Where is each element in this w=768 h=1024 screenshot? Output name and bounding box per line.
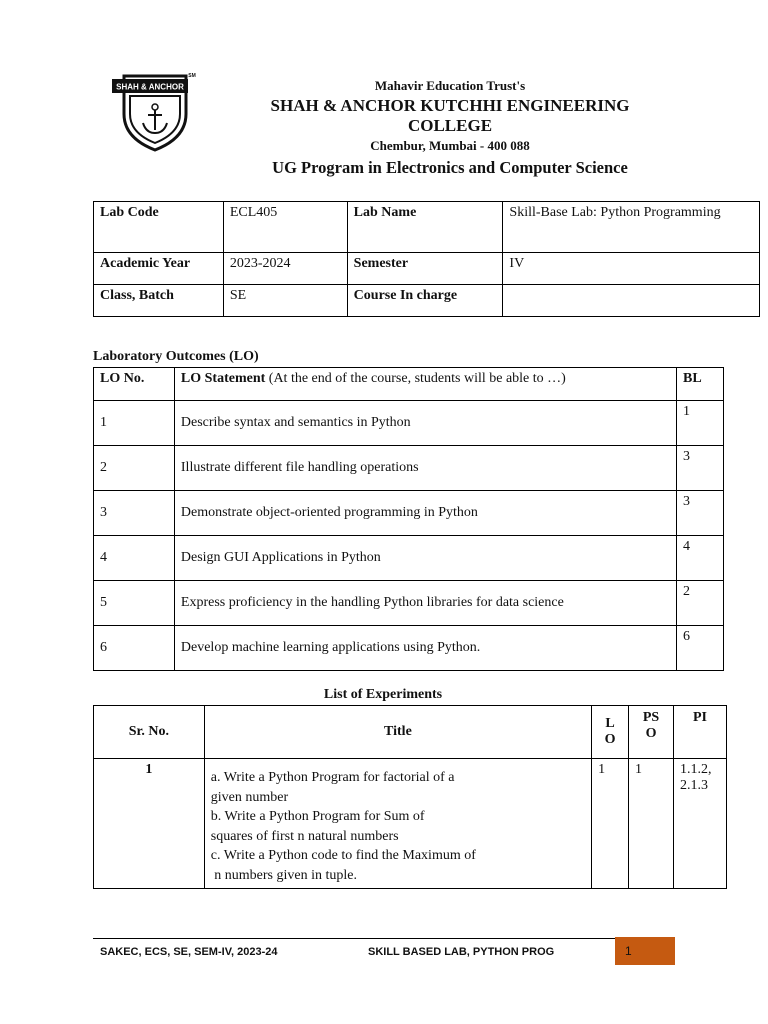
semester-label: Semester xyxy=(347,253,503,285)
college-address: Chembur, Mumbai - 400 088 xyxy=(370,138,530,153)
lo-header xyxy=(592,706,629,759)
academic-year-value: 2023-2024 xyxy=(223,253,347,285)
lo-number: 2 xyxy=(94,446,175,491)
course-incharge-value xyxy=(503,285,760,317)
table-row xyxy=(94,446,724,491)
lo-statement: Express proficiency in the handling Python libraries for data science xyxy=(174,581,676,626)
title-header: Title xyxy=(204,706,591,759)
lo-number: 3 xyxy=(94,491,175,536)
lo-statement: Demonstrate object-oriented programming in Python xyxy=(174,491,676,536)
lo-number: 4 xyxy=(94,536,175,581)
lab-name-label: Lab Name xyxy=(347,202,503,253)
table-row xyxy=(94,401,724,446)
program-title: UG Program in Electronics and Computer Science xyxy=(272,158,628,177)
table-row xyxy=(94,536,724,581)
lo-no-header: LO No. xyxy=(94,368,175,401)
class-batch-label: Class, Batch xyxy=(94,285,224,317)
experiment-title-line: n numbers given in tuple. xyxy=(210,867,357,883)
lo-bl: 1 xyxy=(677,401,724,446)
table-header-row xyxy=(94,706,727,759)
table-header-row xyxy=(94,368,724,401)
college-name: SHAH & ANCHOR KUTCHHI ENGINEERING COLLEGE xyxy=(270,96,630,135)
lo-number: 1 xyxy=(94,401,175,446)
lo-bl: 6 xyxy=(677,626,724,671)
lab-code-label: Lab Code xyxy=(94,202,224,253)
experiment-title-line: given number xyxy=(210,789,289,805)
experiment-title-line: b. Write a Python Program for Sum of xyxy=(210,809,425,824)
lab-code-value: ECL405 xyxy=(223,202,347,253)
lo-header-line2: O xyxy=(604,732,616,747)
pso-header-line1: PS xyxy=(642,710,660,725)
lo-statement: Illustrate different file handling operations xyxy=(174,446,676,491)
experiment-title-line: a. Write a Python Program for factorial of a xyxy=(210,770,455,785)
footer-divider xyxy=(93,938,615,939)
pso-header xyxy=(629,706,674,759)
experiment-srno: 1 xyxy=(94,759,205,889)
lo-bl: 2 xyxy=(677,581,724,626)
experiment-pi-line2: 2.1.3 xyxy=(680,778,708,793)
trust-name: Mahavir Education Trust's xyxy=(374,78,526,93)
class-batch-value: SE xyxy=(223,285,347,317)
lo-number: 6 xyxy=(94,626,175,671)
academic-year-label: Academic Year xyxy=(94,253,224,285)
table-row xyxy=(94,253,760,285)
experiments-table xyxy=(93,705,727,889)
lo-bl: 3 xyxy=(677,491,724,536)
table-row xyxy=(94,581,724,626)
lo-statement-header-bold: LO Statement xyxy=(180,371,266,386)
experiment-title-line: squares of first n natural numbers xyxy=(210,828,399,844)
lo-statement: Describe syntax and semantics in Python xyxy=(174,401,676,446)
bl-header: BL xyxy=(677,368,724,401)
experiment-pso: 1 xyxy=(629,759,674,889)
lo-bl: 4 xyxy=(677,536,724,581)
lo-statement-header xyxy=(174,368,676,401)
course-incharge-label: Course In charge xyxy=(347,285,503,317)
lo-heading: Laboratory Outcomes (LO) xyxy=(93,349,259,364)
experiment-title-line: c. Write a Python code to find the Maximum of xyxy=(210,848,476,863)
experiment-pi-line1: 1.1.2, xyxy=(680,762,712,777)
document-header xyxy=(230,78,670,178)
footer-left: SAKEC, ECS, SE, SEM-IV, 2023-24 xyxy=(100,946,278,958)
experiments-heading: List of Experiments xyxy=(323,687,443,702)
lo-statement: Develop machine learning applications using Python. xyxy=(174,626,676,671)
pi-header: PI xyxy=(674,706,727,759)
logo-mark: SM xyxy=(188,73,196,79)
page-number: 1 xyxy=(615,937,675,965)
experiment-lo: 1 xyxy=(592,759,629,889)
lo-table xyxy=(93,367,724,671)
pso-header-line2: O xyxy=(645,726,657,741)
logo-text: SHAH & ANCHOR xyxy=(116,82,184,92)
table-row xyxy=(94,491,724,536)
experiment-pi xyxy=(674,759,727,889)
table-row xyxy=(94,202,760,253)
lo-number: 5 xyxy=(94,581,175,626)
table-row xyxy=(94,759,727,889)
lo-statement-header-rest: (At the end of the course, students will be able to …) xyxy=(265,371,566,386)
lo-header-line1: L xyxy=(605,716,615,731)
srno-header: Sr. No. xyxy=(94,706,205,759)
lo-statement: Design GUI Applications in Python xyxy=(174,536,676,581)
table-row xyxy=(94,626,724,671)
table-row xyxy=(94,285,760,317)
lab-info-table xyxy=(93,201,760,317)
college-logo xyxy=(110,70,200,152)
semester-value: IV xyxy=(503,253,760,285)
footer-middle: SKILL BASED LAB, PYTHON PROG xyxy=(368,946,555,958)
lo-bl: 3 xyxy=(677,446,724,491)
lab-name-value: Skill-Base Lab: Python Programming xyxy=(503,202,760,253)
experiment-title xyxy=(204,759,591,889)
